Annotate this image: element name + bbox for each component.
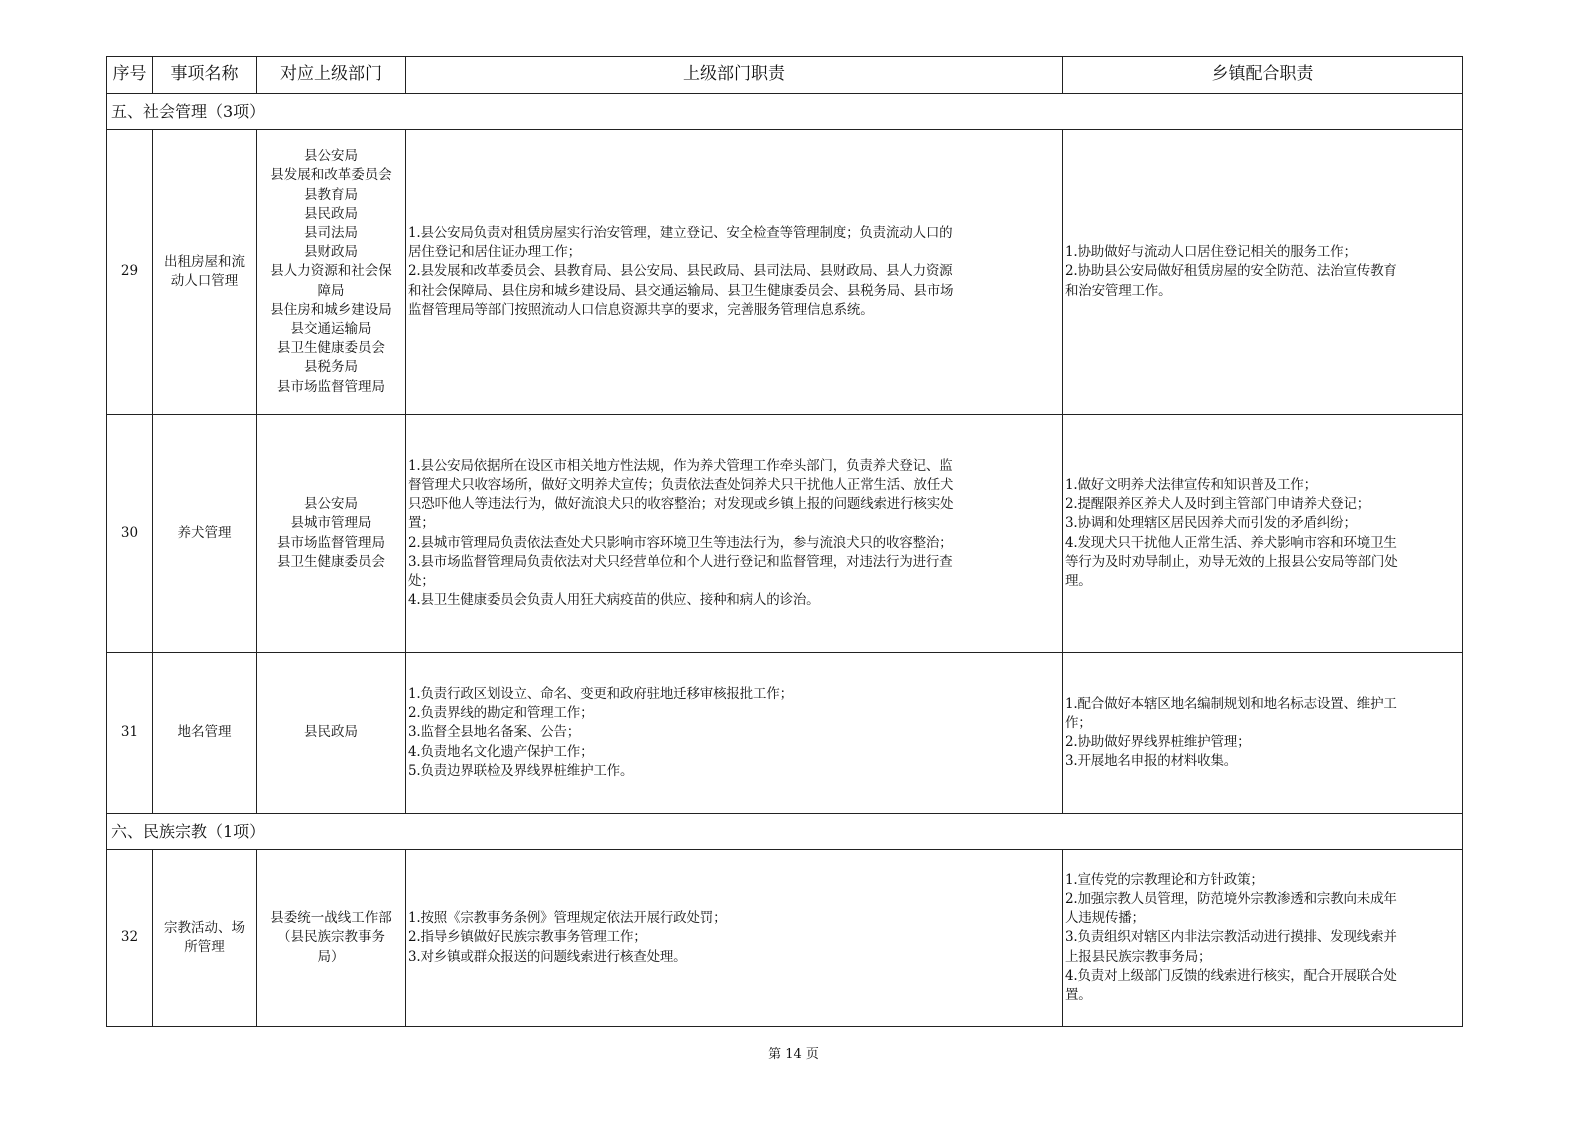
row-town-duty: 1.宣传党的宗教理论和方针政策； 2.加强宗教人员管理，防范境外宗教渗透和宗教向未成年 人违规传播； 3.负责组织对辖区内非法宗教活动进行摸排、发现线索并 上报县民族宗教事务局； 4.负责对上级部门反馈的线索进行核实，配合开展联合处 置。 (1063, 850, 1463, 1027)
row-no: 31 (107, 653, 153, 814)
row-superior-duty: 1.县公安局负责对租赁房屋实行治安管理，建立登记、安全检查等管理制度；负责流动人口的 居住登记和居住证办理工作； 2.县发展和改革委员会、县教育局、县公安局、县民政局、县司法局、县财政局、县人力资源 和社会保障局、县住房和城乡建设局、县交通运输局、县卫生健康委员会、县税务局、县市场 监督管理局等部门按照流动人口信息资源共享的要求，完善服务管理信息系统。 (406, 130, 1063, 415)
row-no: 32 (107, 850, 153, 1027)
table-row (107, 130, 1463, 415)
row-town-duty: 1.配合做好本辖区地名编制规划和地名标志设置、维护工 作； 2.协助做好界线界桩维护管理； 3.开展地名申报的材料收集。 (1063, 653, 1463, 814)
header-superior-dept: 对应上级部门 (257, 57, 406, 94)
row-item-name: 养犬管理 (153, 415, 257, 653)
row-depts: 县公安局 县城市管理局 县市场监督管理局 县卫生健康委员会 (257, 415, 406, 653)
row-no: 30 (107, 415, 153, 653)
duty-table (106, 56, 1463, 1027)
table-row (107, 415, 1463, 653)
row-superior-duty: 1.按照《宗教事务条例》管理规定依法开展行政处罚； 2.指导乡镇做好民族宗教事务管理工作； 3.对乡镇或群众报送的问题线索进行核查处理。 (406, 850, 1063, 1027)
page-number: 第 14 页 (768, 1047, 819, 1062)
table-header (107, 57, 1463, 94)
row-item-name: 出租房屋和流 动人口管理 (153, 130, 257, 415)
section-title: 六、民族宗教（1项） (107, 814, 1463, 850)
row-depts: 县民政局 (257, 653, 406, 814)
table-row (107, 850, 1463, 1027)
row-town-duty: 1.做好文明养犬法律宣传和知识普及工作； 2.提醒限养区养犬人及时到主管部门申请养犬登记； 3.协调和处理辖区居民因养犬而引发的矛盾纠纷； 4.发现犬只干扰他人正常生活、养犬影响市容和环境卫生 等行为及时劝导制止，劝导无效的上报县公安局等部门处 理。 (1063, 415, 1463, 653)
row-superior-duty: 1.负责行政区划设立、命名、变更和政府驻地迁移审核报批工作； 2.负责界线的勘定和管理工作； 3.监督全县地名备案、公告； 4.负责地名文化遗产保护工作； 5.负责边界联检及界线界桩维护工作。 (406, 653, 1063, 814)
header-superior-duty: 上级部门职责 (406, 57, 1063, 94)
row-item-name: 宗教活动、场 所管理 (153, 850, 257, 1027)
row-depts: 县委统一战线工作部 （县民族宗教事务 局） (257, 850, 406, 1027)
row-no: 29 (107, 130, 153, 415)
section-row (107, 814, 1463, 850)
row-superior-duty: 1.县公安局依据所在设区市相关地方性法规，作为养犬管理工作牵头部门，负责养犬登记、监 督管理犬只收容场所，做好文明养犬宣传；负责依法查处饲养犬只干扰他人正常生活、放任犬 只恐吓他人等违法行为，做好流浪犬只的收容整治；对发现或乡镇上报的问题线索进行核实处 置； 2.县城市管理局负责依法查处犬只影响市容环境卫生等违法行为，参与流浪犬只的收容整治； 3.县市场监督管理局负责依法对犬只经营单位和个人进行登记和监督管理，对违法行为进行查 处； 4.县卫生健康委员会负责人用狂犬病疫苗的供应、接种和病人的诊治。 (406, 415, 1063, 653)
section-title: 五、社会管理（3项） (107, 94, 1463, 130)
header-town-duty: 乡镇配合职责 (1063, 57, 1463, 94)
header-item-name: 事项名称 (153, 57, 257, 94)
section-row (107, 94, 1463, 130)
header-no: 序号 (107, 57, 153, 94)
row-item-name: 地名管理 (153, 653, 257, 814)
row-town-duty: 1.协助做好与流动人口居住登记相关的服务工作； 2.协助县公安局做好租赁房屋的安全防范、法治宣传教育 和治安管理工作。 (1063, 130, 1463, 415)
row-depts: 县公安局 县发展和改革委员会 县教育局 县民政局 县司法局 县财政局 县人力资源和社会保 障局 县住房和城乡建设局 县交通运输局 县卫生健康委员会 县税务局 县市场监督管理局 (257, 130, 406, 415)
table-row (107, 653, 1463, 814)
